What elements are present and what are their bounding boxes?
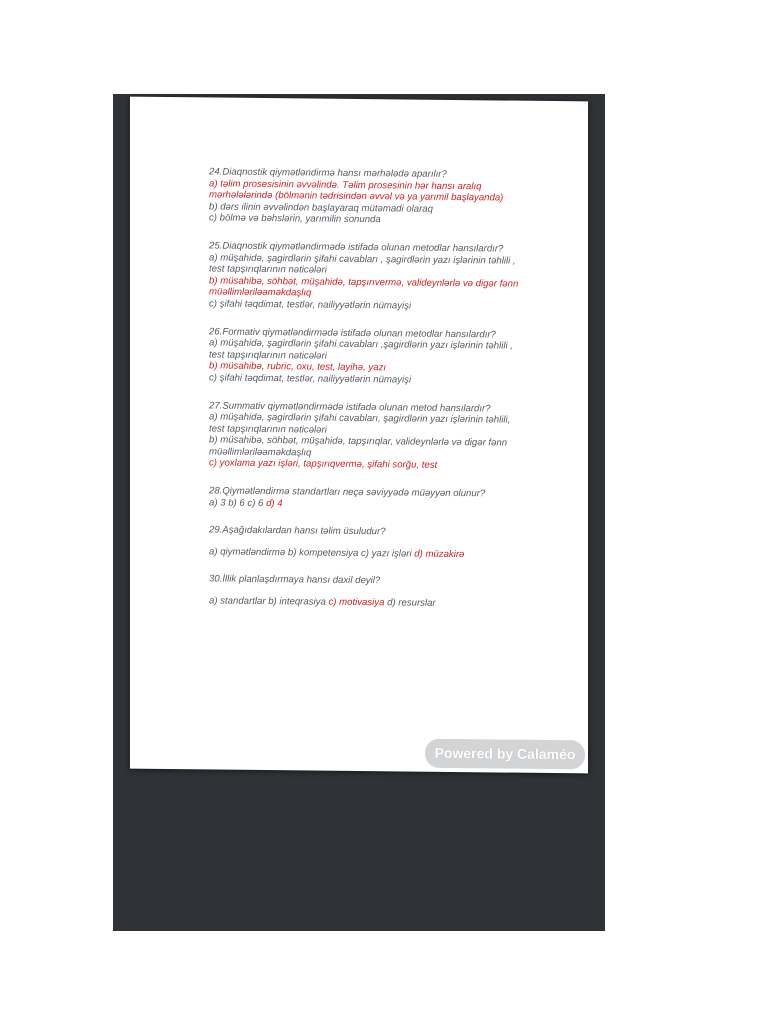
correct-answer-line: müəllimləriləəməkdaşlıq [209,286,312,299]
answer-line: b) dərs ilinin əvvəlindən başlayaraq mütəmadi olaraq [209,201,433,215]
answer-line: c) şifahi təqdimat, testlər, nailiyyətlərin nümayişi [209,372,412,386]
answer-line: c) bölmə və bəhslərin, yarımilin sonunda [209,212,381,226]
answer-options-line [209,595,569,610]
answer-line: test tapşırıqlarının nəticələri [209,349,327,362]
question-text: 26.Formativ qiymətləndirmədə istifadə olunan metodlar hansılardır? [209,325,496,340]
correct-answer-line: b) müsahibə, rubric, oxu, test, layihə, yazı [209,360,387,374]
answer-line: a) müşahidə, şagirdlərin şifahi cavabları , şagirdlərin yazı işlərinin təhlili , [209,251,516,267]
correct-answer: c) motivasiya [328,596,385,609]
question-text: 24.Diaqnostik qiymətləndirmə hansı mərhələdə aparılır? [209,166,447,180]
question-text: 25.Diaqnostik qiymətləndirmədə istifadə olunan metodlar hansılardır? [209,240,504,255]
question-block [209,166,569,228]
question-text: 27.Summativ qiymətləndirmədə istifadə olunan metod hansılardır? [209,399,491,414]
question-text: 29.Aşağıdakılardan hansı təlim üsuludur? [209,524,386,538]
answer-line: a) müşahidə, şagirdlərin şifahi cavabları ,şagirdlərin yazı işlərinin təhlili , [209,337,513,352]
answer-line: c) şifahi təqdimat, testlər, nailiyyətlərin nümayişi [209,298,412,312]
correct-answer: d) müzakirə [414,548,465,560]
question-block [209,574,569,611]
answer-option: a) qiymətləndirmə b) kompetensiya c) yazı işləri [209,546,415,560]
question-block [209,485,569,512]
correct-answer-line: a) təlim prosesisinin əvvəlində. Təlim prosesinin hər hansı aralıq [209,178,482,192]
answer-option: a) standartlar b) inteqrasiya [209,595,329,608]
answer-line: müəllimləriləəməkdaşlıq [209,446,312,459]
answer-line: test tapşırıqlarının nəticələri [209,423,327,436]
question-block [209,400,569,473]
answer-option: a) 3 b) 6 c) 6 [209,497,267,509]
answer-options-line [209,497,569,512]
correct-answer-line: mərhələlərində (bölmənin tədrisindən əvvəl və ya yarımil başlayanda) [209,189,504,204]
correct-answer-line: b) müsahibə, söhbət, müşahidə, tapşırıvermə, valideynlərlə və digər fənn [209,275,519,290]
answer-line: b) müsahibə, söhbət, müşahidə, tapşırıqlar, valideynlərlə və digər fənn [209,434,508,449]
answer-line: a) müşahidə, şagirdlərin şifahi cavabları, şagirdlərin yazı işlərinin təhlili, [209,411,511,426]
question-block [209,525,569,562]
page-content [209,166,569,610]
answer-option: d) resurslar [384,597,436,609]
question-block [209,326,569,388]
question-text: 30.İllik planlaşdırmaya hansı daxil deyil? [209,573,381,587]
answer-line: test tapşırıqlarının nəticələri [209,263,327,276]
correct-answer: d) 4 [266,497,283,509]
correct-answer-line: c) yoxlama yazı işləri, tapşırıqvermə, şifahi sorğu, test [209,457,438,472]
document-page [130,97,588,774]
powered-by-badge[interactable]: Powered by Calaméo [425,739,585,770]
answer-options-line [209,546,569,561]
question-block [209,240,569,313]
question-text: 28.Qiymətləndirmə standartları neçə səviyyədə müəyyən olunur? [209,485,486,500]
